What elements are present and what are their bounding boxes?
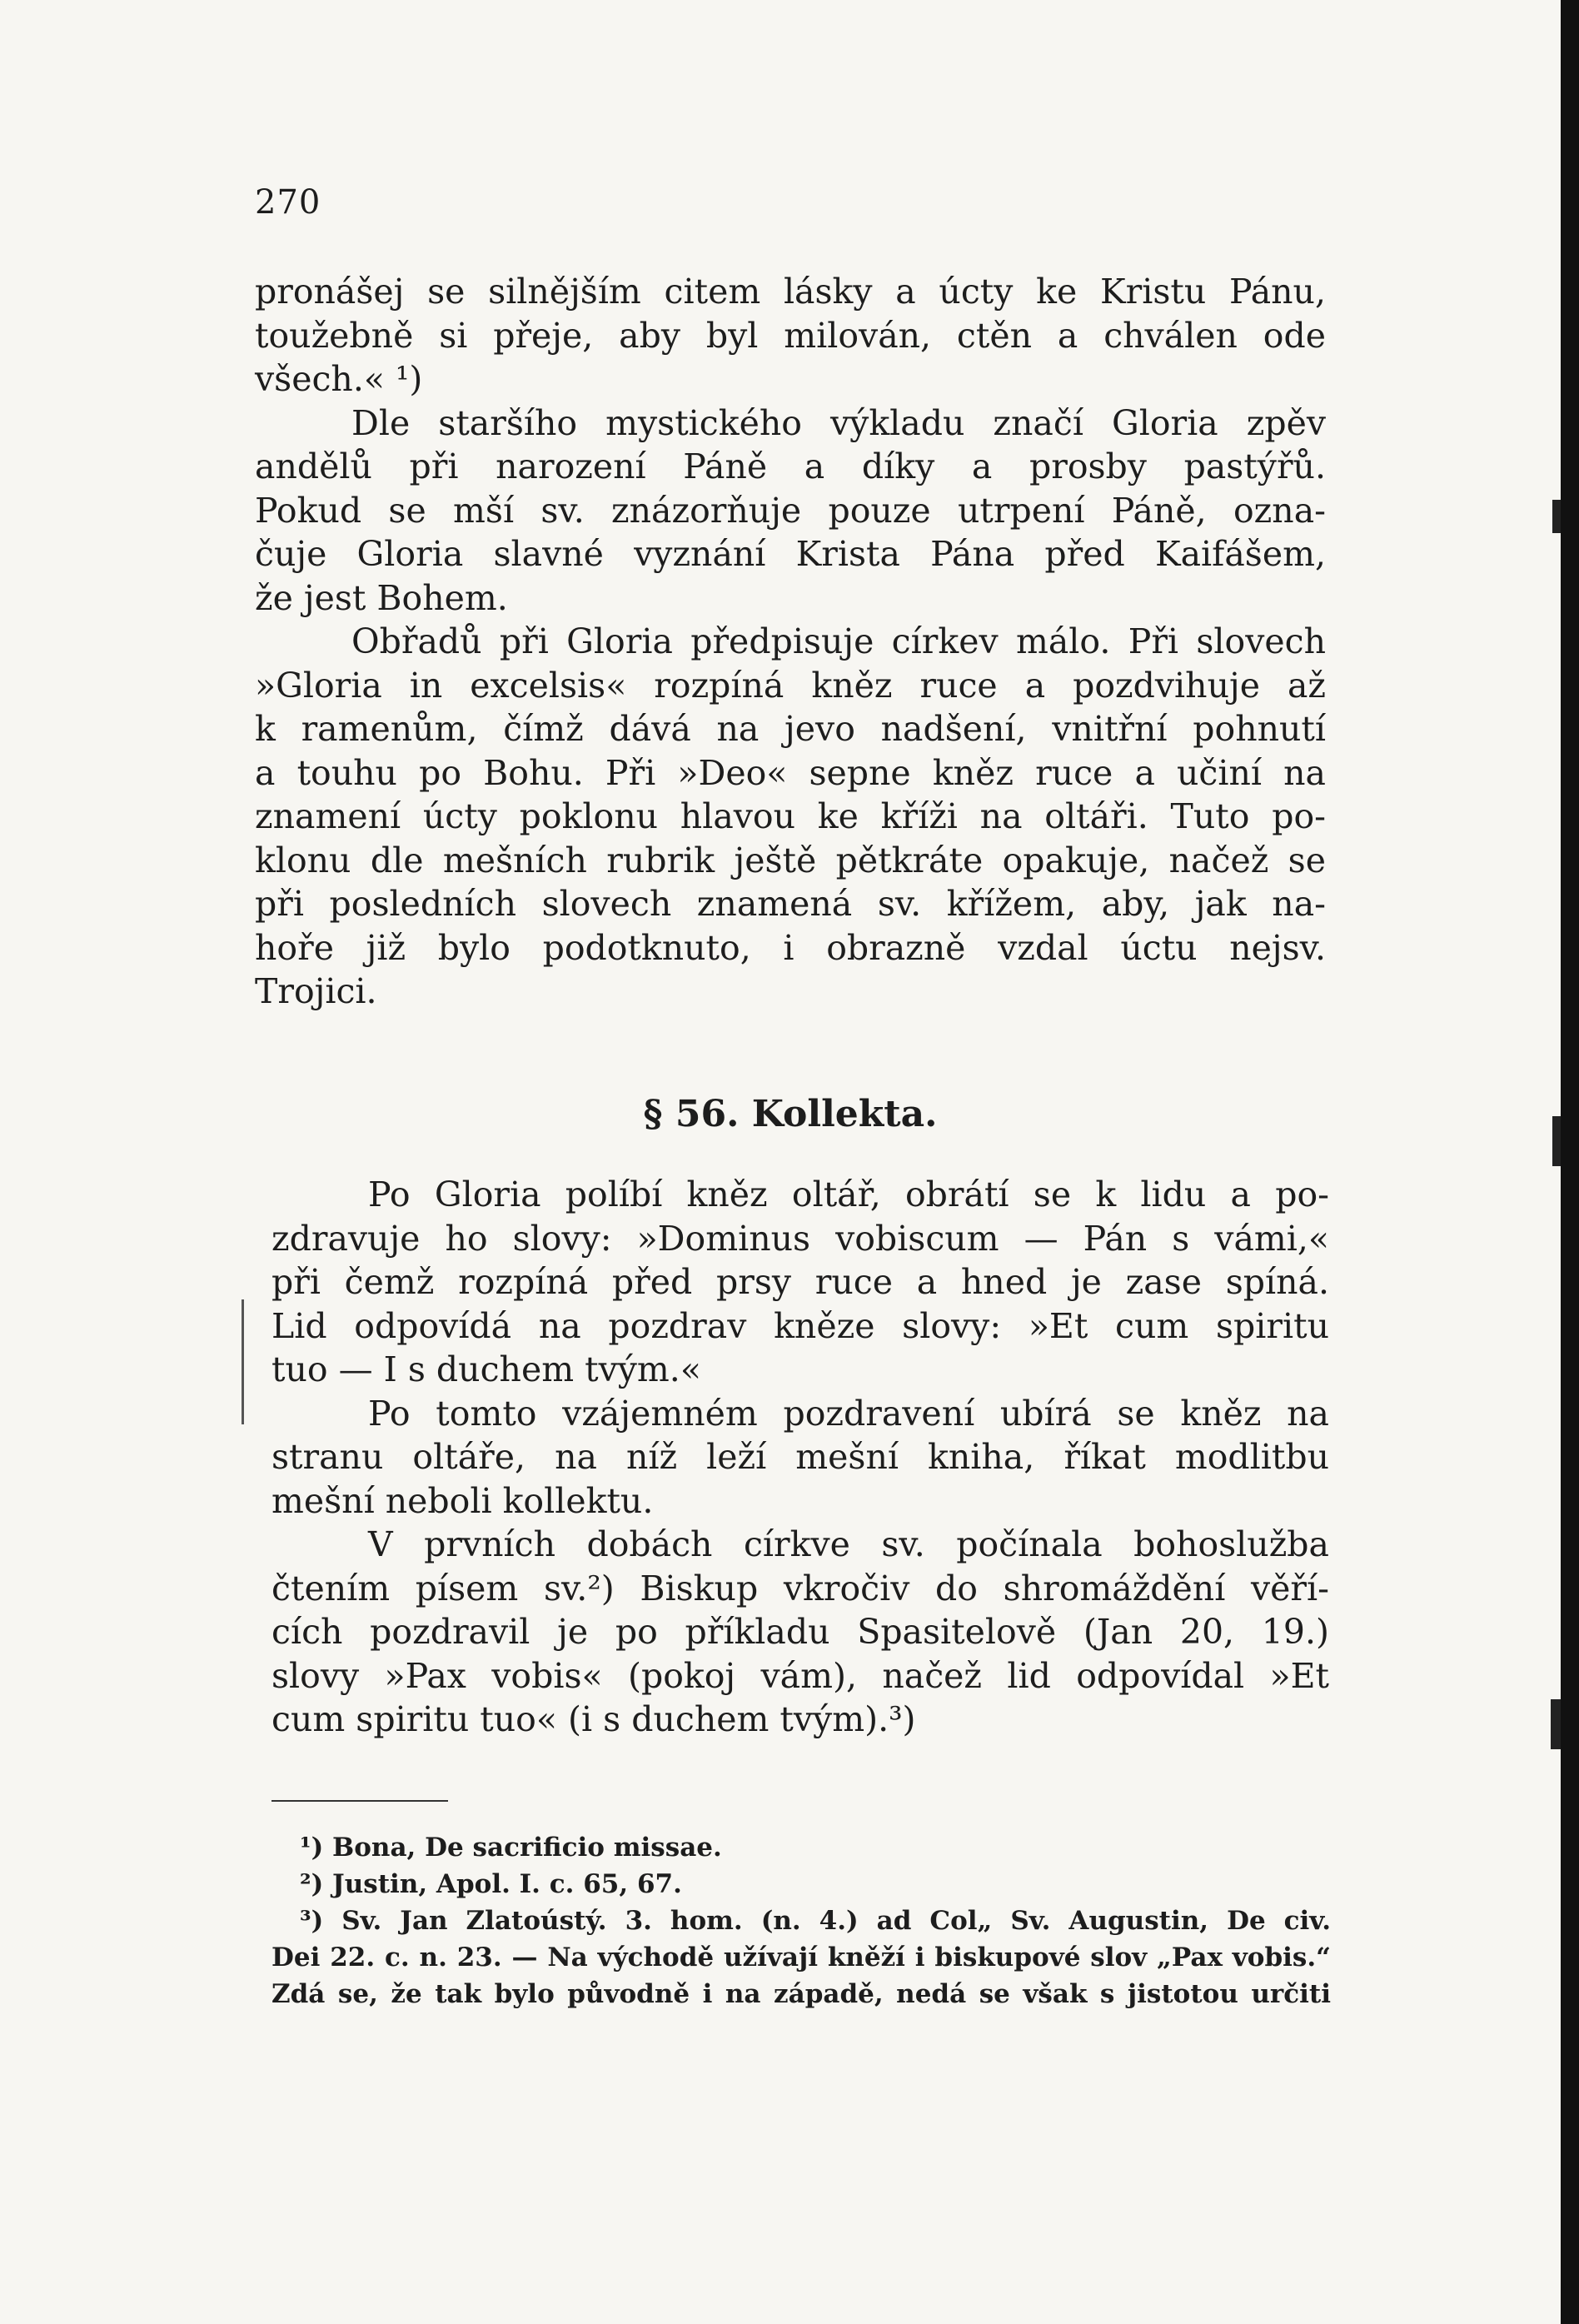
text-line: a touhu po Bohu. Při »Deo« sepne kněz ruce a učiní na xyxy=(255,752,1326,793)
text-line: mešní neboli kollektu. xyxy=(271,1480,654,1521)
page-edge xyxy=(1561,0,1579,2324)
body-paragraphs-1 xyxy=(255,270,1326,1014)
text-line: »Gloria in excelsis« rozpíná kněz ruce a pozdvihuje až xyxy=(255,665,1326,706)
footnote: Dei 22. c. n. 23. — Na východě užívají kněží i biskupové slov „Pax vobis.“ xyxy=(271,1942,1331,1972)
body-paragraphs-2 xyxy=(271,1173,1329,1742)
text-line: stranu oltáře, na níž leží mešní kniha, říkat modlitbu xyxy=(271,1437,1329,1477)
text-line: Po Gloria políbí kněz oltář, obrátí se k lidu a po- xyxy=(368,1174,1329,1214)
text-line: cích pozdravil je po příkladu Spasitelově (Jan 20, 19.) xyxy=(271,1612,1329,1652)
scan-mark xyxy=(1552,1116,1561,1166)
text-line: Pokud se mší sv. znázorňuje pouze utrpení Páně, ozna- xyxy=(255,490,1326,531)
text-line: k ramenům, čímž dává na jevo nadšení, vnitřní pohnutí xyxy=(255,709,1326,749)
footnotes xyxy=(271,1829,1331,2012)
footnote: ²) Justin, Apol. I. c. 65, 67. xyxy=(300,1869,682,1899)
text-line: čuje Gloria slavné vyznání Krista Pána před Kaifášem, xyxy=(255,534,1326,574)
text-line: klonu dle mešních rubrik ještě pětkráte opakuje, načež se xyxy=(255,840,1326,880)
text-line: Obřadů při Gloria předpisuje církev málo. Při slovech xyxy=(351,621,1326,661)
page-number: 270 xyxy=(255,183,321,222)
text-line: Trojici. xyxy=(255,971,377,1011)
text-line: slovy »Pax vobis« (pokoj vám), načež lid odpovídal »Et xyxy=(271,1655,1329,1696)
section-heading: § 56. Kollekta. xyxy=(643,1093,938,1135)
footnote: Zdá se, že tak bylo původně i na západě, nedá se však s jistotou určiti xyxy=(271,1979,1331,2009)
text-line: čtením písem sv.²) Biskup vkročiv do shromáždění věří- xyxy=(271,1568,1329,1608)
text-line: pronášej se silnějším citem lásky a úcty ke Kristu Pánu, xyxy=(255,272,1326,312)
footnote-divider xyxy=(271,1800,448,1802)
text-line: Po tomto vzájemném pozdravení ubírá se kněz na xyxy=(368,1393,1329,1434)
text-line: při posledních slovech znamená sv. křížem, aby, jak na- xyxy=(255,884,1326,924)
text-line: V prvních dobách církve sv. počínala bohoslužba xyxy=(368,1524,1329,1564)
text-line: Lid odpovídá na pozdrav kněze slovy: »Et cum spiritu xyxy=(271,1305,1329,1346)
text-line: cum spiritu tuo« (i s duchem tvým).³) xyxy=(271,1699,916,1739)
text-line: že jest Bohem. xyxy=(255,577,508,618)
text-line: hoře již bylo podotknuto, i obrazně vzdal úctu nejsv. xyxy=(255,927,1326,968)
text-line: při čemž rozpíná před prsy ruce a hned je zase spíná. xyxy=(271,1262,1329,1302)
scan-mark xyxy=(1552,500,1561,533)
text-line: toužebně si přeje, aby byl milován, ctěn a chválen ode xyxy=(255,315,1326,356)
footnote: ³) Sv. Jan Zlatoústý. 3. hom. (n. 4.) ad Col„ Sv. Augustin, De civ. xyxy=(300,1906,1331,1936)
text-line: Dle staršího mystického výkladu značí Gloria zpěv xyxy=(351,402,1326,443)
scan-mark xyxy=(1551,1699,1561,1749)
text-line: zdravuje ho slovy: »Dominus vobiscum — Pán s vámi,« xyxy=(271,1218,1329,1259)
text-line: tuo — I s duchem tvým.« xyxy=(271,1349,701,1389)
text-line: všech.« ¹) xyxy=(255,359,423,399)
scan-mark xyxy=(242,1299,244,1424)
footnote: ¹) Bona, De sacrificio missae. xyxy=(300,1833,722,1863)
text-line: andělů při narození Páně a díky a prosby pastýřů. xyxy=(255,446,1326,486)
text-line: znamení úcty poklonu hlavou ke kříži na oltáři. Tuto po- xyxy=(255,796,1326,836)
